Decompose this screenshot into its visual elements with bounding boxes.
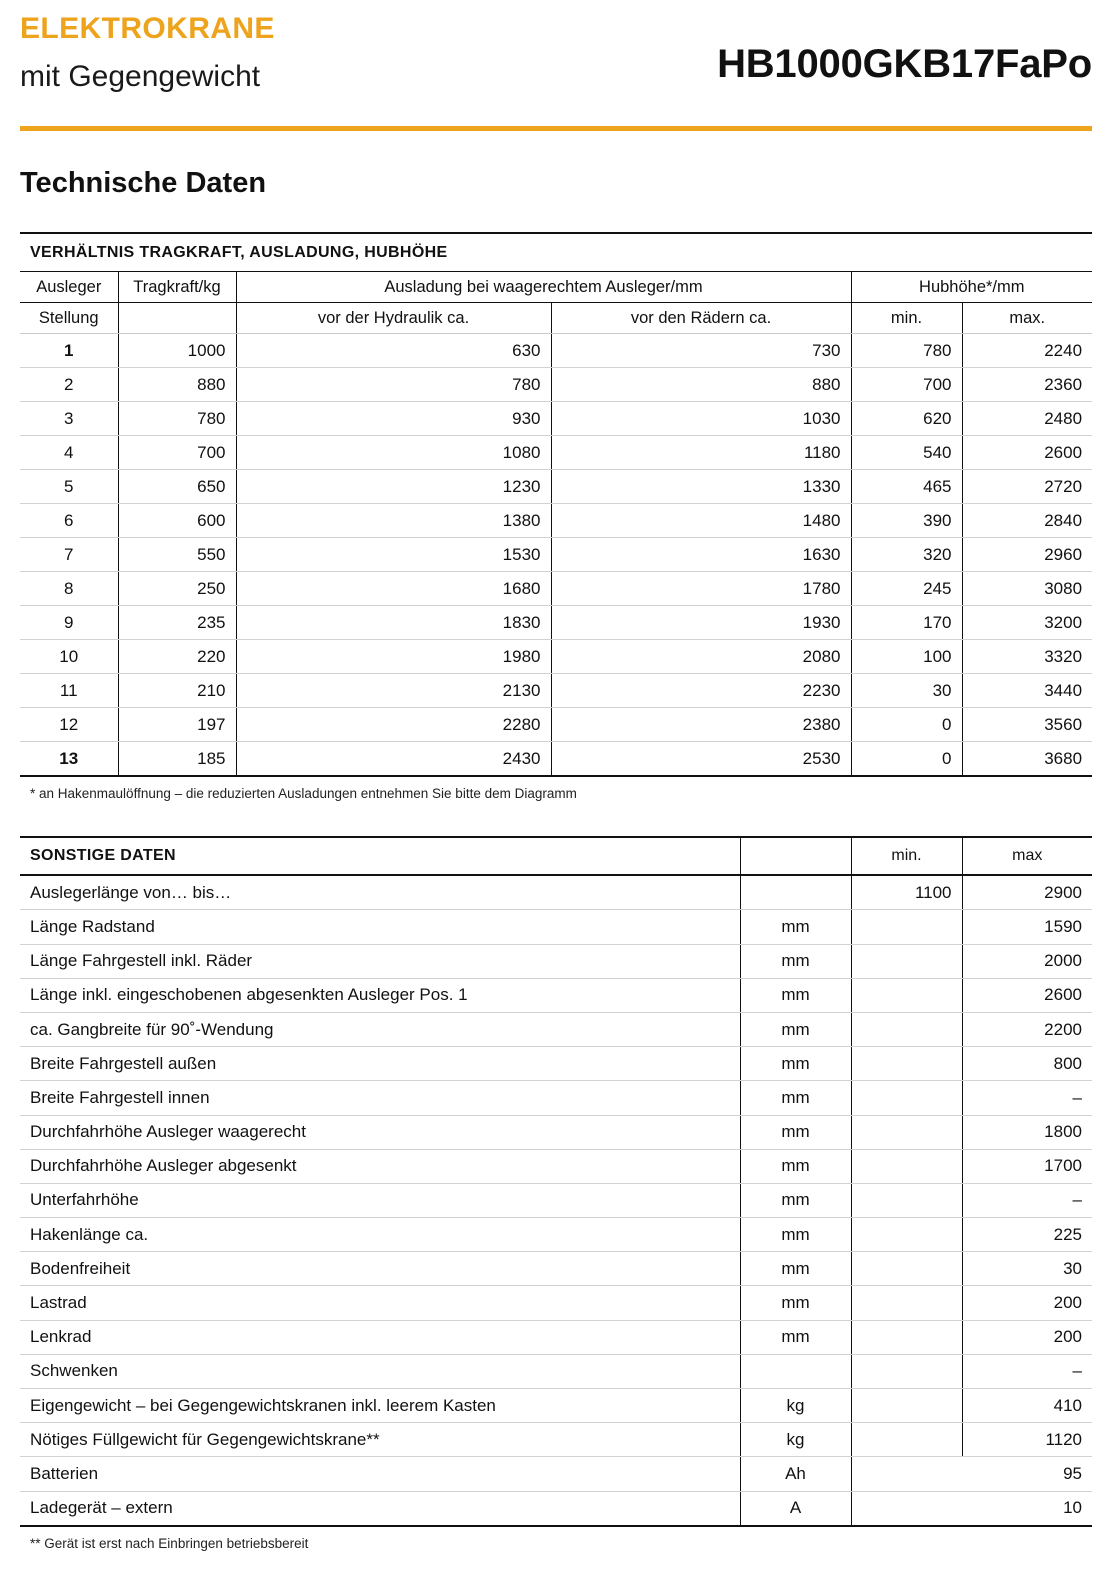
- cell-raeder: 2080: [551, 640, 851, 674]
- cell-tragkraft: 550: [118, 538, 236, 572]
- table-row: [20, 1218, 1092, 1252]
- table-row: [20, 1183, 1092, 1217]
- th-hubhoehe: Hubhöhe*/mm: [851, 272, 1092, 303]
- cell-max: 2600: [962, 436, 1092, 470]
- model-code: HB1000GKB17FaPo: [717, 42, 1092, 86]
- brand-subtitle: mit Gegengewicht: [20, 60, 261, 93]
- table-row: [20, 1354, 1092, 1388]
- table-row: [20, 1423, 1092, 1457]
- cell-max: 200: [962, 1320, 1092, 1354]
- cell-tragkraft: 880: [118, 368, 236, 402]
- table-row: [20, 538, 1092, 572]
- cell-max: 2720: [962, 470, 1092, 504]
- table-row: [20, 504, 1092, 538]
- cell-max: 2600: [962, 978, 1092, 1012]
- table-row: [20, 606, 1092, 640]
- cell-unit: mm: [740, 1252, 851, 1286]
- cell-label: Auslegerlänge von… bis…: [20, 875, 740, 910]
- th-unit: [740, 837, 851, 875]
- accent-divider: [20, 126, 1092, 131]
- cell-min: [851, 1149, 962, 1183]
- cell-raeder: 2530: [551, 742, 851, 777]
- cell-unit: mm: [740, 1081, 851, 1115]
- cell-hydraulik: 630: [236, 334, 551, 368]
- cell-max: 3080: [962, 572, 1092, 606]
- cell-max: 225: [962, 1218, 1092, 1252]
- cell-raeder: 730: [551, 334, 851, 368]
- cell-unit: mm: [740, 1047, 851, 1081]
- cell-stellung: 13: [20, 742, 118, 777]
- cell-tragkraft: 250: [118, 572, 236, 606]
- misc-table-title: SONSTIGE DATEN: [20, 837, 740, 875]
- th-max: max.: [962, 303, 1092, 334]
- cell-label: ca. Gangbreite für 90˚-Wendung: [20, 1012, 740, 1046]
- cell-stellung: 1: [20, 334, 118, 368]
- cell-label: Durchfahrhöhe Ausleger abgesenkt: [20, 1149, 740, 1183]
- cell-min: 1100: [851, 875, 962, 910]
- cell-min: 700: [851, 368, 962, 402]
- cell-unit: mm: [740, 1286, 851, 1320]
- table-row: [20, 1149, 1092, 1183]
- table-row: [20, 470, 1092, 504]
- misc-table: [20, 836, 1092, 1527]
- cell-max: 3320: [962, 640, 1092, 674]
- table-row: [20, 402, 1092, 436]
- cell-unit: mm: [740, 978, 851, 1012]
- cell-hydraulik: 1080: [236, 436, 551, 470]
- table-row: [20, 1252, 1092, 1286]
- cell-raeder: 1930: [551, 606, 851, 640]
- cell-raeder: 2230: [551, 674, 851, 708]
- cell-max: –: [962, 1183, 1092, 1217]
- misc-header-row: [20, 837, 1092, 875]
- cell-label: Breite Fahrgestell innen: [20, 1081, 740, 1115]
- cell-max: 2900: [962, 875, 1092, 910]
- cell-tragkraft: 600: [118, 504, 236, 538]
- cell-min: 620: [851, 402, 962, 436]
- cell-label: Schwenken: [20, 1354, 740, 1388]
- cell-unit: mm: [740, 1149, 851, 1183]
- cell-label: Breite Fahrgestell außen: [20, 1047, 740, 1081]
- page-title: Technische Daten: [20, 167, 267, 199]
- cell-max: 30: [962, 1252, 1092, 1286]
- cell-stellung: 9: [20, 606, 118, 640]
- cell-stellung: 7: [20, 538, 118, 572]
- cell-label: Lastrad: [20, 1286, 740, 1320]
- capacity-header-row-1: [20, 272, 1092, 303]
- cell-unit: [740, 875, 851, 910]
- cell-unit: Ah: [740, 1457, 851, 1491]
- capacity-table: [20, 232, 1092, 777]
- cell-hydraulik: 1980: [236, 640, 551, 674]
- table-row: [20, 875, 1092, 910]
- cell-unit: kg: [740, 1389, 851, 1423]
- cell-max: 3680: [962, 742, 1092, 777]
- cell-tragkraft: 700: [118, 436, 236, 470]
- cell-stellung: 3: [20, 402, 118, 436]
- cell-label: Länge Radstand: [20, 910, 740, 944]
- cell-max: 3560: [962, 708, 1092, 742]
- capacity-table-title: VERHÄLTNIS TRAGKRAFT, AUSLADUNG, HUBHÖHE: [20, 233, 1092, 272]
- cell-min: [851, 978, 962, 1012]
- cell-max: 2000: [962, 944, 1092, 978]
- cell-min: [851, 1047, 962, 1081]
- cell-hydraulik: 1380: [236, 504, 551, 538]
- cell-min: 465: [851, 470, 962, 504]
- cell-raeder: 1030: [551, 402, 851, 436]
- cell-unit: mm: [740, 944, 851, 978]
- table-row: [20, 1457, 1092, 1491]
- cell-min: [851, 1491, 962, 1526]
- table-row: [20, 944, 1092, 978]
- cell-min: [851, 1286, 962, 1320]
- cell-unit: mm: [740, 1183, 851, 1217]
- cell-max: 1800: [962, 1115, 1092, 1149]
- cell-max: 3200: [962, 606, 1092, 640]
- cell-tragkraft: 1000: [118, 334, 236, 368]
- cell-min: [851, 1389, 962, 1423]
- cell-raeder: 1330: [551, 470, 851, 504]
- cell-max: 10: [962, 1491, 1092, 1526]
- cell-label: Durchfahrhöhe Ausleger waagerecht: [20, 1115, 740, 1149]
- table-row: [20, 674, 1092, 708]
- cell-label: Unterfahrhöhe: [20, 1183, 740, 1217]
- cell-max: 2360: [962, 368, 1092, 402]
- cell-max: –: [962, 1081, 1092, 1115]
- cell-min: 540: [851, 436, 962, 470]
- table-row: [20, 1047, 1092, 1081]
- cell-unit: [740, 1354, 851, 1388]
- cell-hydraulik: 1680: [236, 572, 551, 606]
- cell-stellung: 6: [20, 504, 118, 538]
- table-row: [20, 1320, 1092, 1354]
- cell-raeder: 1180: [551, 436, 851, 470]
- cell-max: 2240: [962, 334, 1092, 368]
- cell-stellung: 4: [20, 436, 118, 470]
- cell-max: 800: [962, 1047, 1092, 1081]
- table-row: [20, 572, 1092, 606]
- cell-hydraulik: 1230: [236, 470, 551, 504]
- th-tragkraft: Tragkraft/kg: [118, 272, 236, 303]
- cell-raeder: 1780: [551, 572, 851, 606]
- cell-hydraulik: 780: [236, 368, 551, 402]
- cell-max: 1700: [962, 1149, 1092, 1183]
- table-row: [20, 436, 1092, 470]
- cell-min: [851, 1218, 962, 1252]
- cell-tragkraft: 185: [118, 742, 236, 777]
- cell-label: Batterien: [20, 1457, 740, 1491]
- cell-tragkraft: 210: [118, 674, 236, 708]
- table-row: [20, 978, 1092, 1012]
- cell-stellung: 12: [20, 708, 118, 742]
- cell-unit: mm: [740, 1115, 851, 1149]
- misc-table-head: [20, 837, 1092, 875]
- table-row: [20, 1491, 1092, 1526]
- cell-unit: kg: [740, 1423, 851, 1457]
- cell-unit: mm: [740, 1320, 851, 1354]
- cell-raeder: 1480: [551, 504, 851, 538]
- cell-tragkraft: 220: [118, 640, 236, 674]
- cell-hydraulik: 1530: [236, 538, 551, 572]
- capacity-table-head: [20, 233, 1092, 334]
- cell-min: 245: [851, 572, 962, 606]
- misc-footnote: ** Gerät ist erst nach Einbringen betriebsbereit: [30, 1535, 309, 1551]
- cell-tragkraft: 235: [118, 606, 236, 640]
- cell-max: –: [962, 1354, 1092, 1388]
- cell-label: Hakenlänge ca.: [20, 1218, 740, 1252]
- table-row: [20, 368, 1092, 402]
- brand-category: ELEKTROKRANE: [20, 12, 275, 45]
- masthead: [20, 0, 1092, 118]
- cell-hydraulik: 930: [236, 402, 551, 436]
- cell-label: Bodenfreiheit: [20, 1252, 740, 1286]
- cell-min: [851, 944, 962, 978]
- cell-min: 0: [851, 742, 962, 777]
- cell-max: 2200: [962, 1012, 1092, 1046]
- table-row: [20, 1081, 1092, 1115]
- cell-max: 1590: [962, 910, 1092, 944]
- capacity-header-row-2: [20, 303, 1092, 334]
- table-row: [20, 742, 1092, 777]
- cell-hydraulik: 1830: [236, 606, 551, 640]
- cell-label: Eigengewicht – bei Gegengewichtskranen inkl. leerem Kasten: [20, 1389, 740, 1423]
- cell-raeder: 1630: [551, 538, 851, 572]
- cell-stellung: 10: [20, 640, 118, 674]
- cell-tragkraft: 197: [118, 708, 236, 742]
- cell-unit: A: [740, 1491, 851, 1526]
- cell-min: [851, 1320, 962, 1354]
- th-raeder: vor den Rädern ca.: [551, 303, 851, 334]
- cell-tragkraft: 780: [118, 402, 236, 436]
- th-misc-min: min.: [851, 837, 962, 875]
- cell-min: 390: [851, 504, 962, 538]
- table-row: [20, 334, 1092, 368]
- cell-min: 780: [851, 334, 962, 368]
- cell-stellung: 8: [20, 572, 118, 606]
- cell-raeder: 880: [551, 368, 851, 402]
- cell-min: [851, 1354, 962, 1388]
- cell-unit: mm: [740, 1012, 851, 1046]
- cell-min: 320: [851, 538, 962, 572]
- cell-hydraulik: 2280: [236, 708, 551, 742]
- cell-stellung: 11: [20, 674, 118, 708]
- cell-label: Lenkrad: [20, 1320, 740, 1354]
- cell-label: Länge inkl. eingeschobenen abgesenkten Ausleger Pos. 1: [20, 978, 740, 1012]
- th-ausleger: Ausleger: [20, 272, 118, 303]
- table-row: [20, 1012, 1092, 1046]
- cell-tragkraft: 650: [118, 470, 236, 504]
- cell-raeder: 2380: [551, 708, 851, 742]
- cell-max: 95: [962, 1457, 1092, 1491]
- cell-stellung: 2: [20, 368, 118, 402]
- cell-min: 0: [851, 708, 962, 742]
- misc-table-body: [20, 875, 1092, 1526]
- cell-min: [851, 1252, 962, 1286]
- th-min: min.: [851, 303, 962, 334]
- cell-min: [851, 910, 962, 944]
- th-blank: [118, 303, 236, 334]
- cell-unit: mm: [740, 910, 851, 944]
- cell-max: 200: [962, 1286, 1092, 1320]
- cell-label: Nötiges Füllgewicht für Gegengewichtskrane**: [20, 1423, 740, 1457]
- th-misc-max: max: [962, 837, 1092, 875]
- cell-label: Ladegerät – extern: [20, 1491, 740, 1526]
- cell-min: 170: [851, 606, 962, 640]
- table-row: [20, 1389, 1092, 1423]
- cell-label: Länge Fahrgestell inkl. Räder: [20, 944, 740, 978]
- th-ausladung: Ausladung bei waagerechtem Ausleger/mm: [236, 272, 851, 303]
- cell-max: 3440: [962, 674, 1092, 708]
- cell-min: [851, 1081, 962, 1115]
- cell-max: 2840: [962, 504, 1092, 538]
- cell-min: [851, 1115, 962, 1149]
- cell-max: 2960: [962, 538, 1092, 572]
- cell-max: 410: [962, 1389, 1092, 1423]
- table-row: [20, 708, 1092, 742]
- cell-min: [851, 1012, 962, 1046]
- table-row: [20, 640, 1092, 674]
- cell-min: 100: [851, 640, 962, 674]
- capacity-table-body: [20, 334, 1092, 777]
- cell-min: [851, 1457, 962, 1491]
- cell-min: [851, 1423, 962, 1457]
- table-row: [20, 910, 1092, 944]
- table-row: [20, 1115, 1092, 1149]
- capacity-table-title-row: [20, 233, 1092, 272]
- th-hydraulik: vor der Hydraulik ca.: [236, 303, 551, 334]
- capacity-footnote: * an Hakenmaulöffnung – die reduzierten Ausladungen entnehmen Sie bitte dem Diagramm: [30, 786, 577, 801]
- table-row: [20, 1286, 1092, 1320]
- cell-unit: mm: [740, 1218, 851, 1252]
- cell-stellung: 5: [20, 470, 118, 504]
- cell-max: 1120: [962, 1423, 1092, 1457]
- cell-min: 30: [851, 674, 962, 708]
- cell-max: 2480: [962, 402, 1092, 436]
- cell-hydraulik: 2130: [236, 674, 551, 708]
- th-stellung: Stellung: [20, 303, 118, 334]
- cell-hydraulik: 2430: [236, 742, 551, 777]
- cell-min: [851, 1183, 962, 1217]
